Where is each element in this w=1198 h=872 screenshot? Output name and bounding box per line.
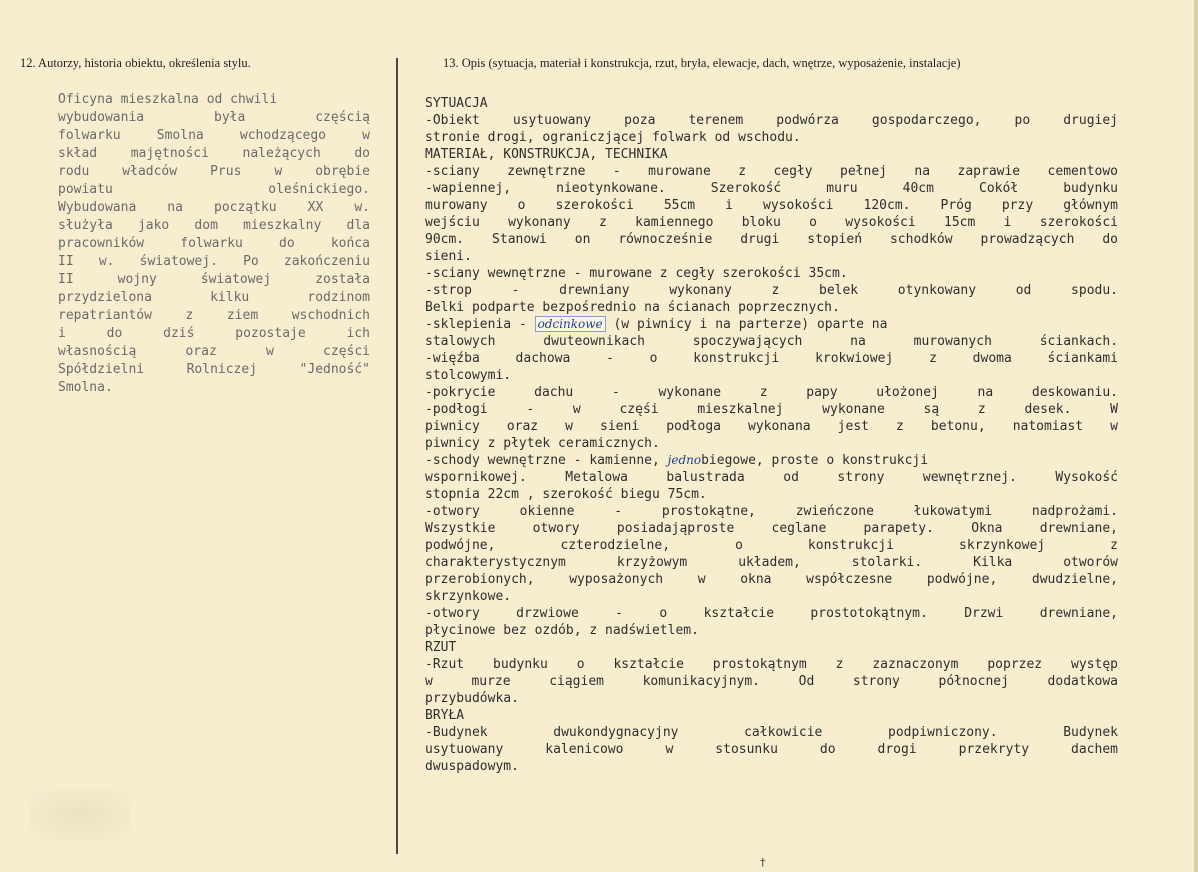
description-line: Wszystkie otwory posiadająproste ceglane parapety. Okna drewniane, — [425, 521, 1118, 536]
history-line: repatriantów z ziem wschodnich — [58, 308, 370, 323]
description-line: -sciany wewnętrzne - murowane z cegły szerokości 35cm. — [425, 266, 848, 281]
description-line: -Budynek dwukondygnacyjny całkowicie podpiwniczony. Budynek — [425, 725, 1118, 740]
description-line: MATERIAŁ, KONSTRUKCJA, TECHNIKA — [425, 147, 668, 162]
description-line: RZUT — [425, 640, 457, 655]
history-line: służyła jako dom mieszkalny dla — [58, 218, 370, 233]
history-line: folwarku Smolna wchodzącego w — [58, 128, 370, 143]
footer-mark: † — [760, 856, 766, 869]
description-line: usytuowany kalenicowo w stosunku do drogi przekryty dachem — [425, 742, 1118, 757]
description-line: stronie drogi, ograniczjącej folwark od wschodu. — [425, 130, 801, 145]
history-line: przydzielona kilku rodzinom — [58, 290, 370, 305]
history-line: pracowników folwarku do końca — [58, 236, 370, 251]
description-line: sieni. — [425, 249, 472, 264]
description-line: dwuspadowym. — [425, 759, 519, 774]
description-line: -podłogi - w częśi mieszkalnej wykonane są z desek. W — [425, 402, 1118, 417]
description-line: 90cm. Stanowi on równocześnie drugi stopień schodków prowadzących do — [425, 232, 1118, 247]
description-line: płycinowe bez ozdób, z nadświetlem. — [425, 623, 699, 638]
description-line: stalowych dwuteownikach spoczywających na murowanych ściankach. — [425, 334, 1118, 349]
description-text — [425, 95, 1118, 775]
description-line: charakterystycznym krzyżowym układem, stolarki. Kilka otworów — [425, 555, 1118, 570]
description-line: -Obiekt usytuowany poza terenem podwórza gospodarczego, po drugiej — [425, 113, 1118, 128]
column-divider — [396, 58, 398, 854]
description-line: -więźba dachowa - o konstrukcji krokwiowej z dwoma ściankami — [425, 351, 1118, 366]
description-line: przerobionych, wyposażonych w okna współczesne podwójne, dwudzielne, — [425, 572, 1118, 587]
section-13-header: 13. Opis (sytuacja, materiał i konstrukcja, rzut, bryła, elewacje, dach, wnętrze, wyposażenie, instalacje) — [443, 56, 961, 70]
description-line: przybudówka. — [425, 691, 519, 706]
description-line: BRYŁA — [425, 708, 465, 723]
description-line: -pokrycie dachu - wykonane z papy ułożonej na deskowaniu. — [425, 385, 1118, 400]
description-line: -sciany zewnętrzne - murowane z cegły pełnej na zaprawie cementowo — [425, 164, 1118, 179]
history-line: Smolna. — [58, 380, 113, 395]
description-line: stolcowymi. — [425, 368, 512, 383]
description-line: skrzynkowe. — [425, 589, 512, 604]
handwritten-insert: jedno — [667, 453, 702, 467]
history-line: powiatu oleśnickiego. — [58, 182, 370, 197]
history-line: skład majętności należących do — [58, 146, 370, 161]
description-line: piwnicy z płytek ceramicznych. — [425, 436, 660, 451]
history-line: Spółdzielni Rolniczej "Jedność" — [58, 362, 370, 377]
history-line: i do dziś pozostaje ich — [58, 326, 370, 341]
description-line: -otwory okienne - prostokątne, zwieńczone łukowatymi nadprożami. — [425, 504, 1118, 519]
section-12-header: 12. Autorzy, historia obiektu, określenia stylu. — [20, 56, 251, 70]
description-line: Belki podparte bezpośrednio na ścianach poprzecznych. — [425, 300, 840, 315]
handwritten-insert: odcinkowe — [535, 316, 606, 332]
description-line: wspornikowej. Metalowa balustrada od strony wewnętrznej. Wysokość — [425, 470, 1118, 485]
history-line: rodu władców Prus w obrębie — [58, 164, 370, 179]
description-line: SYTUACJA — [425, 96, 488, 111]
history-text — [58, 91, 370, 397]
history-line: własnością oraz w części — [58, 344, 370, 359]
description-line: -otwory drzwiowe - o kształcie prostotokątnym. Drzwi drewniane, — [425, 606, 1118, 621]
description-line: murowany o szerokości 55cm i wysokości 120cm. Próg przy głównym — [425, 198, 1118, 213]
description-line: piwnicy oraz w sieni podłoga wykonana jest z betonu, natomiast w — [425, 419, 1118, 434]
description-line: w murze ciągiem komunikacyjnym. Od strony północnej dodatkowa — [425, 674, 1118, 689]
page-edge — [1194, 0, 1198, 872]
description-line: -Rzut budynku o kształcie prostokątnym z zaznaczonym poprzez występ — [425, 657, 1118, 672]
description-line: wejściu wykonany z kamiennego bloku o wysokości 15cm i szerokości — [425, 215, 1118, 230]
description-line: -sklepienia - odcinkowe (w piwnicy i na parterze) oparte na — [425, 317, 888, 332]
description-line: podwójne, czterodzielne, o konstrukcji skrzynkowej z — [425, 538, 1118, 553]
description-line: -schody wewnętrzne - kamienne, jednobiegowe, proste o konstrukcji — [425, 453, 929, 468]
description-line: stopnia 22cm , szerokość biegu 75cm. — [425, 487, 707, 502]
history-line: Oficyna mieszkalna od chwili — [58, 92, 278, 107]
description-line: -wapiennej, nieotynkowane. Szerokość muru 40cm Cokół budynku — [425, 181, 1118, 196]
description-line: -strop - drewniany wykonany z belek otynkowany od spodu. — [425, 283, 1118, 298]
history-line: Wybudowana na początku XX w. — [58, 200, 370, 215]
history-line: II wojny światowej została — [58, 272, 370, 287]
history-line: wybudowania była częścią — [58, 110, 370, 125]
paper-smudge — [30, 790, 130, 840]
history-line: II w. światowej. Po zakończeniu — [58, 254, 370, 269]
